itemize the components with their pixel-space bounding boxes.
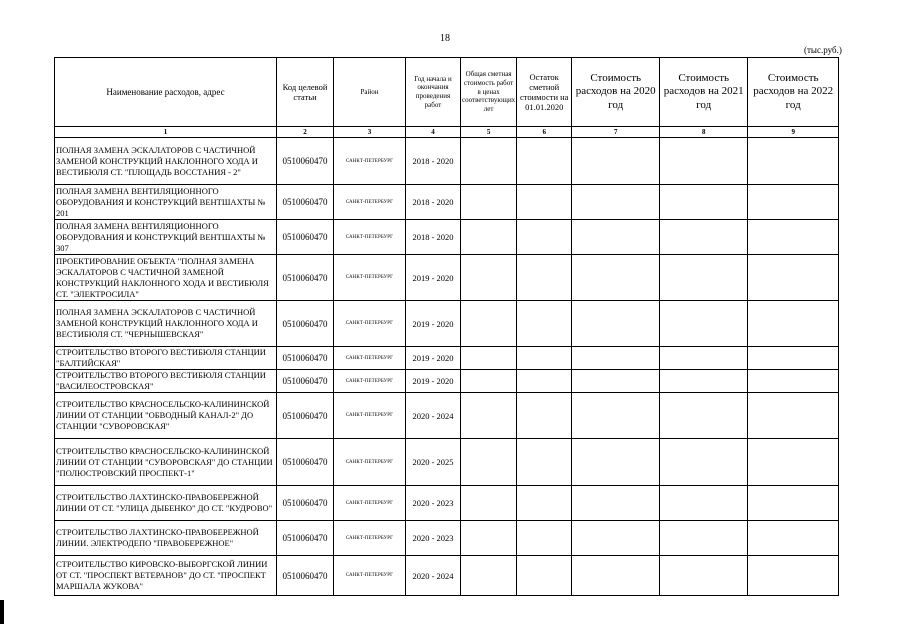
column-number: 7 xyxy=(572,127,660,138)
district: САНКТ-ПЕТЕРБУРГ xyxy=(334,486,406,521)
total-cost-cell xyxy=(461,370,517,393)
work-years: 2018 - 2020 xyxy=(406,185,461,220)
total-cost-cell xyxy=(461,347,517,370)
table-row xyxy=(55,301,839,347)
work-years: 2018 - 2020 xyxy=(406,220,461,255)
remaining-cell xyxy=(517,556,572,596)
cost-2022-cell xyxy=(748,220,839,255)
total-cost-cell xyxy=(461,393,517,439)
scan-edge-mark xyxy=(0,600,4,624)
expense-name: СТРОИТЕЛЬСТВО ЛАХТИНСКО-ПРАВОБЕРЕЖНОЙ ЛИНИИ ОТ СТ. "УЛИЦА ДЫБЕНКО" ДО СТ. "КУДРОВО" xyxy=(55,486,277,521)
remaining-cell xyxy=(517,138,572,185)
district: САНКТ-ПЕТЕРБУРГ xyxy=(334,138,406,185)
district: САНКТ-ПЕТЕРБУРГ xyxy=(334,185,406,220)
cost-2022-cell xyxy=(748,138,839,185)
district: САНКТ-ПЕТЕРБУРГ xyxy=(334,521,406,556)
column-number: 1 xyxy=(55,127,277,138)
target-code: 0510060470 xyxy=(277,347,334,370)
table-row xyxy=(55,185,839,220)
remaining-cell xyxy=(517,393,572,439)
cost-2022-cell xyxy=(748,486,839,521)
cost-2021-cell xyxy=(660,220,748,255)
column-number-row xyxy=(55,127,839,138)
header-total-cost: Общая сметная стоимость работ в ценах соответствующих лет xyxy=(461,58,517,127)
page-number: 18 xyxy=(440,33,450,44)
work-years: 2019 - 2020 xyxy=(406,370,461,393)
target-code: 0510060470 xyxy=(277,185,334,220)
cost-2020-cell xyxy=(572,439,660,486)
cost-2021-cell xyxy=(660,556,748,596)
table-row xyxy=(55,347,839,370)
work-years: 2020 - 2024 xyxy=(406,556,461,596)
cost-2021-cell xyxy=(660,138,748,185)
target-code: 0510060470 xyxy=(277,138,334,185)
expense-name: СТРОИТЕЛЬСТВО ВТОРОГО ВЕСТИБЮЛЯ СТАНЦИИ "БАЛТИЙСКАЯ" xyxy=(55,347,277,370)
expense-name: ПОЛНАЯ ЗАМЕНА ВЕНТИЛЯЦИОННОГО ОБОРУДОВАНИЯ И КОНСТРУКЦИЙ ВЕНТШАХТЫ № 307 xyxy=(55,220,277,255)
cost-2020-cell xyxy=(572,556,660,596)
cost-2020-cell xyxy=(572,521,660,556)
target-code: 0510060470 xyxy=(277,255,334,301)
expense-name: СТРОИТЕЛЬСТВО ВТОРОГО ВЕСТИБЮЛЯ СТАНЦИИ "ВАСИЛЕОСТРОВСКАЯ" xyxy=(55,370,277,393)
table-row xyxy=(55,255,839,301)
total-cost-cell xyxy=(461,220,517,255)
district: САНКТ-ПЕТЕРБУРГ xyxy=(334,220,406,255)
column-number: 3 xyxy=(334,127,406,138)
district: САНКТ-ПЕТЕРБУРГ xyxy=(334,439,406,486)
work-years: 2020 - 2023 xyxy=(406,521,461,556)
cost-2020-cell xyxy=(572,138,660,185)
header-years: Год начала и окончания проведения работ xyxy=(406,58,461,127)
total-cost-cell xyxy=(461,138,517,185)
district: САНКТ-ПЕТЕРБУРГ xyxy=(334,255,406,301)
table-row xyxy=(55,486,839,521)
cost-2020-cell xyxy=(572,220,660,255)
cost-2021-cell xyxy=(660,255,748,301)
table-row xyxy=(55,439,839,486)
cost-2022-cell xyxy=(748,521,839,556)
remaining-cell xyxy=(517,347,572,370)
column-number: 6 xyxy=(517,127,572,138)
cost-2022-cell xyxy=(748,255,839,301)
total-cost-cell xyxy=(461,439,517,486)
cost-2021-cell xyxy=(660,347,748,370)
remaining-cell xyxy=(517,185,572,220)
target-code: 0510060470 xyxy=(277,393,334,439)
cost-2021-cell xyxy=(660,185,748,220)
expense-name: СТРОИТЕЛЬСТВО КИРОВСКО-ВЫБОРГСКОЙ ЛИНИИ ОТ СТ. "ПРОСПЕКТ ВЕТЕРАНОВ" ДО СТ. "ПРОСПЕКТ МАРШАЛА ЖУКОВА" xyxy=(55,556,277,596)
target-code: 0510060470 xyxy=(277,370,334,393)
total-cost-cell xyxy=(461,185,517,220)
cost-2021-cell xyxy=(660,521,748,556)
cost-2021-cell xyxy=(660,486,748,521)
cost-2020-cell xyxy=(572,486,660,521)
cost-2021-cell xyxy=(660,370,748,393)
total-cost-cell xyxy=(461,255,517,301)
target-code: 0510060470 xyxy=(277,301,334,347)
expense-name: ПОЛНАЯ ЗАМЕНА ВЕНТИЛЯЦИОННОГО ОБОРУДОВАНИЯ И КОНСТРУКЦИЙ ВЕНТШАХТЫ № 201 xyxy=(55,185,277,220)
cost-2022-cell xyxy=(748,439,839,486)
expense-name: СТРОИТЕЛЬСТВО ЛАХТИНСКО-ПРАВОБЕРЕЖНОЙ ЛИНИИ. ЭЛЕКТРОДЕПО "ПРАВОБЕРЕЖНОЕ" xyxy=(55,521,277,556)
remaining-cell xyxy=(517,220,572,255)
work-years: 2019 - 2020 xyxy=(406,255,461,301)
remaining-cell xyxy=(517,255,572,301)
cost-2022-cell xyxy=(748,393,839,439)
expense-name: ПОЛНАЯ ЗАМЕНА ЭСКАЛАТОРОВ С ЧАСТИЧНОЙ ЗАМЕНОЙ КОНСТРУКЦИЙ НАКЛОННОГО ХОДА И ВЕСТИБЮЛЯ СТ. "ПЛОЩАДЬ ВОССТАНИЯ - 2" xyxy=(55,138,277,185)
district: САНКТ-ПЕТЕРБУРГ xyxy=(334,347,406,370)
expense-name: СТРОИТЕЛЬСТВО КРАСНОСЕЛЬСКО-КАЛИНИНСКОЙ ЛИНИИ ОТ СТАНЦИИ "ОБВОДНЫЙ КАНАЛ-2" ДО СТАНЦИИ "СУВОРОВСКАЯ" xyxy=(55,393,277,439)
cost-2020-cell xyxy=(572,347,660,370)
cost-2020-cell xyxy=(572,301,660,347)
district: САНКТ-ПЕТЕРБУРГ xyxy=(334,556,406,596)
table-row xyxy=(55,521,839,556)
column-number: 8 xyxy=(660,127,748,138)
cost-2020-cell xyxy=(572,370,660,393)
cost-2022-cell xyxy=(748,301,839,347)
work-years: 2020 - 2023 xyxy=(406,486,461,521)
budget-table xyxy=(54,57,839,596)
work-years: 2019 - 2020 xyxy=(406,301,461,347)
cost-2022-cell xyxy=(748,185,839,220)
header-cost-2021: Стоимость расходов на 2021 год xyxy=(660,58,748,127)
total-cost-cell xyxy=(461,556,517,596)
cost-2020-cell xyxy=(572,255,660,301)
units-label: (тыс.руб.) xyxy=(804,45,842,55)
table-row xyxy=(55,393,839,439)
target-code: 0510060470 xyxy=(277,220,334,255)
remaining-cell xyxy=(517,521,572,556)
header-code: Код целевой статьи xyxy=(277,58,334,127)
remaining-cell xyxy=(517,370,572,393)
work-years: 2018 - 2020 xyxy=(406,138,461,185)
header-remaining: Остаток сметной стоимости на 01.01.2020 xyxy=(517,58,572,127)
target-code: 0510060470 xyxy=(277,439,334,486)
cost-2021-cell xyxy=(660,301,748,347)
table-row xyxy=(55,556,839,596)
district: САНКТ-ПЕТЕРБУРГ xyxy=(334,393,406,439)
expense-name: ПОЛНАЯ ЗАМЕНА ЭСКАЛАТОРОВ С ЧАСТИЧНОЙ ЗАМЕНОЙ КОНСТРУКЦИЙ НАКЛОННОГО ХОДА И ВЕСТИБЮЛЯ СТ. "ЧЕРНЫШЕВСКАЯ" xyxy=(55,301,277,347)
total-cost-cell xyxy=(461,301,517,347)
header-district: Район xyxy=(334,58,406,127)
target-code: 0510060470 xyxy=(277,486,334,521)
cost-2022-cell xyxy=(748,347,839,370)
cost-2022-cell xyxy=(748,556,839,596)
column-number: 4 xyxy=(406,127,461,138)
district: САНКТ-ПЕТЕРБУРГ xyxy=(334,370,406,393)
header-row xyxy=(55,58,839,127)
table-row xyxy=(55,138,839,185)
target-code: 0510060470 xyxy=(277,556,334,596)
header-cost-2020: Стоимость расходов на 2020 год xyxy=(572,58,660,127)
remaining-cell xyxy=(517,439,572,486)
expense-name: ПРОЕКТИРОВАНИЕ ОБЪЕКТА "ПОЛНАЯ ЗАМЕНА ЭСКАЛАТОРОВ С ЧАСТИЧНОЙ ЗАМЕНОЙ КОНСТРУКЦИЙ НАКЛОННОГО ХОДА И ВЕСТИБЮЛЯ СТ. "ЭЛЕКТРОСИЛА" xyxy=(55,255,277,301)
work-years: 2020 - 2025 xyxy=(406,439,461,486)
cost-2021-cell xyxy=(660,393,748,439)
header-cost-2022: Стоимость расходов на 2022 год xyxy=(748,58,839,127)
column-number: 5 xyxy=(461,127,517,138)
header-name: Наименование расходов, адрес xyxy=(55,58,277,127)
remaining-cell xyxy=(517,486,572,521)
cost-2020-cell xyxy=(572,185,660,220)
expense-name: СТРОИТЕЛЬСТВО КРАСНОСЕЛЬСКО-КАЛИНИНСКОЙ ЛИНИИ ОТ СТАНЦИИ "СУВОРОВСКАЯ" ДО СТАНЦИИ "ПОЛЮСТРОВСКИЙ ПРОСПЕКТ-1" xyxy=(55,439,277,486)
cost-2022-cell xyxy=(748,370,839,393)
column-number: 2 xyxy=(277,127,334,138)
work-years: 2020 - 2024 xyxy=(406,393,461,439)
total-cost-cell xyxy=(461,486,517,521)
district: САНКТ-ПЕТЕРБУРГ xyxy=(334,301,406,347)
cost-2020-cell xyxy=(572,393,660,439)
target-code: 0510060470 xyxy=(277,521,334,556)
remaining-cell xyxy=(517,301,572,347)
table-row xyxy=(55,220,839,255)
work-years: 2019 - 2020 xyxy=(406,347,461,370)
table-row xyxy=(55,370,839,393)
cost-2021-cell xyxy=(660,439,748,486)
total-cost-cell xyxy=(461,521,517,556)
column-number: 9 xyxy=(748,127,839,138)
